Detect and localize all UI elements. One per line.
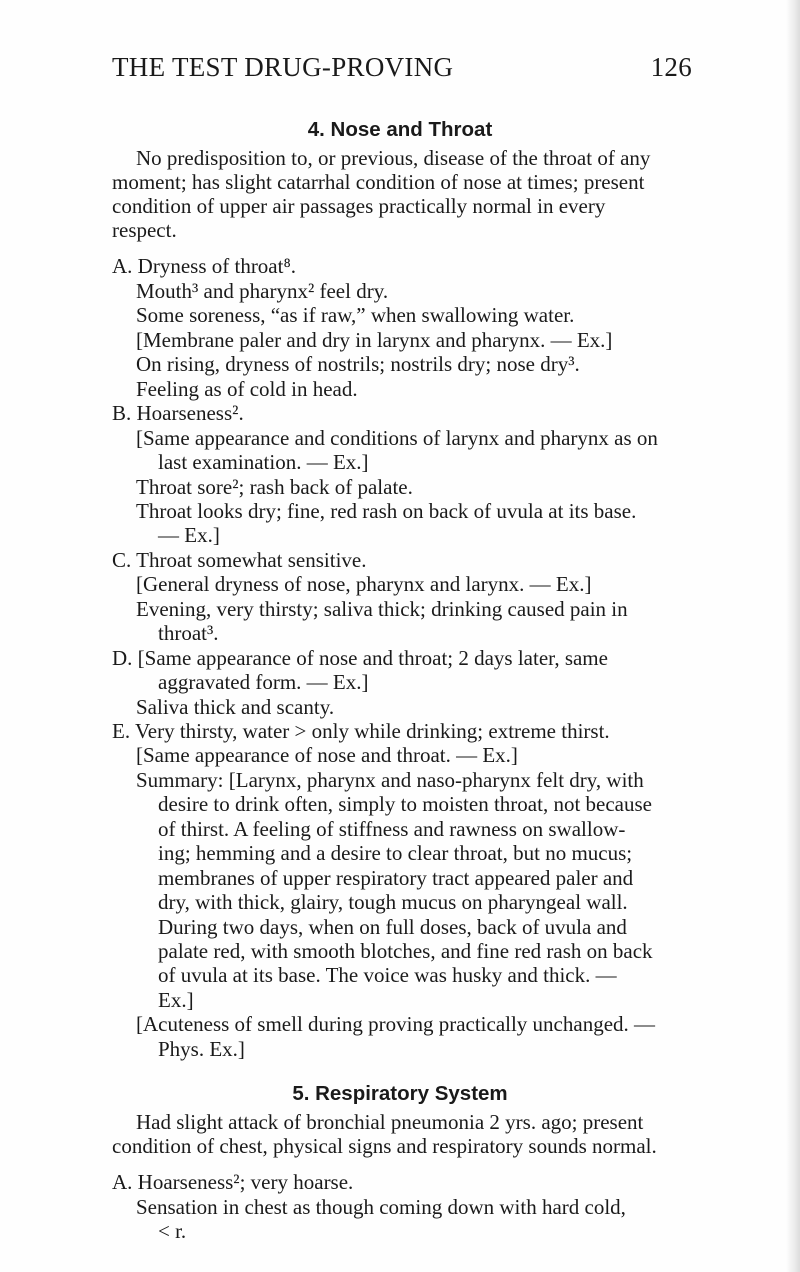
symptom-line: D. [Same appearance of nose and throat; 2 days later, same — [112, 646, 608, 670]
symptom-line: [Same appearance and conditions of larynx and pharynx as on — [136, 426, 658, 450]
section-title-nose-throat: 4. Nose and Throat — [307, 118, 493, 141]
text-line: moment; has slight catarrhal condition of nose at times; present — [112, 170, 645, 194]
symptom-line: Feeling as of cold in head. — [136, 377, 358, 401]
text-line: Had slight attack of bronchial pneumonia 2 yrs. ago; present — [136, 1110, 644, 1134]
symptom-line: aggravated form. — Ex.] — [158, 670, 369, 694]
symptom-line: B. Hoarseness². — [112, 401, 244, 425]
symptom-line: Mouth³ and pharynx² feel dry. — [136, 279, 389, 303]
summary-line: Ex.] — [158, 988, 194, 1012]
symptom-line: throat³. — [158, 621, 219, 645]
summary-line: of thirst. A feeling of stiffness and rawness on swallow- — [158, 817, 626, 841]
symptom-line: Some soreness, “as if raw,” when swallowing water. — [136, 303, 575, 327]
summary-line: Phys. Ex.] — [158, 1037, 245, 1061]
symptom-line: A. Dryness of throat⁸. — [112, 254, 297, 278]
text-line: condition of upper air passages practically normal in every — [112, 194, 606, 218]
page-edge-shadow — [786, 0, 800, 1272]
summary-line: Summary: [Larynx, pharynx and naso-pharynx felt dry, with — [136, 768, 644, 792]
text-line: No predisposition to, or previous, disease of the throat of any — [136, 146, 651, 170]
summary-line: During two days, when on full doses, back of uvula and — [158, 915, 627, 939]
summary-line: ing; hemming and a desire to clear throat, but no mucus; — [158, 841, 633, 865]
symptom-line: E. Very thirsty, water > only while drinking; extreme thirst. — [112, 719, 610, 743]
section-title-respiratory: 5. Respiratory System — [292, 1082, 508, 1105]
symptom-line: [General dryness of nose, pharynx and larynx. — Ex.] — [136, 572, 592, 596]
symptom-line: A. Hoarseness²; very hoarse. — [112, 1170, 354, 1194]
summary-line: membranes of upper respiratory tract appeared paler and — [158, 866, 634, 890]
symptom-line: [Same appearance of nose and throat. — Ex.] — [136, 743, 518, 767]
page-number: 126 — [650, 52, 692, 82]
running-header — [112, 52, 692, 92]
text-line: condition of chest, physical signs and respiratory sounds normal. — [112, 1134, 657, 1158]
summary-line: dry, with thick, glairy, tough mucus on pharyngeal wall. — [158, 890, 628, 914]
summary-line: palate red, with smooth blotches, and fine red rash on back — [158, 939, 653, 963]
symptom-line: Throat sore²; rash back of palate. — [136, 475, 413, 499]
symptom-line: Throat looks dry; fine, red rash on back of uvula at its base. — [136, 499, 637, 523]
summary-line: [Acuteness of smell during proving practically unchanged. — — [136, 1012, 656, 1036]
symptom-line: Saliva thick and scanty. — [136, 695, 335, 719]
symptom-line: On rising, dryness of nostrils; nostrils dry; nose dry³. — [136, 352, 580, 376]
summary-line: desire to drink often, simply to moisten throat, not because — [158, 792, 652, 816]
summary-line: of uvula at its base. The voice was husky and thick. — — [158, 963, 617, 987]
symptom-line: C. Throat somewhat sensitive. — [112, 548, 367, 572]
text-line: respect. — [112, 218, 177, 242]
symptom-line: [Membrane paler and dry in larynx and pharynx. — Ex.] — [136, 328, 613, 352]
symptom-line: — Ex.] — [158, 523, 220, 547]
symptom-line: Sensation in chest as though coming down with hard cold, — [136, 1195, 626, 1219]
symptom-line: last examination. — Ex.] — [158, 450, 369, 474]
running-title: THE TEST DRUG-PROVING — [112, 52, 454, 82]
symptom-line: < r. — [158, 1219, 187, 1243]
symptom-line: Evening, very thirsty; saliva thick; drinking caused pain in — [136, 597, 628, 621]
